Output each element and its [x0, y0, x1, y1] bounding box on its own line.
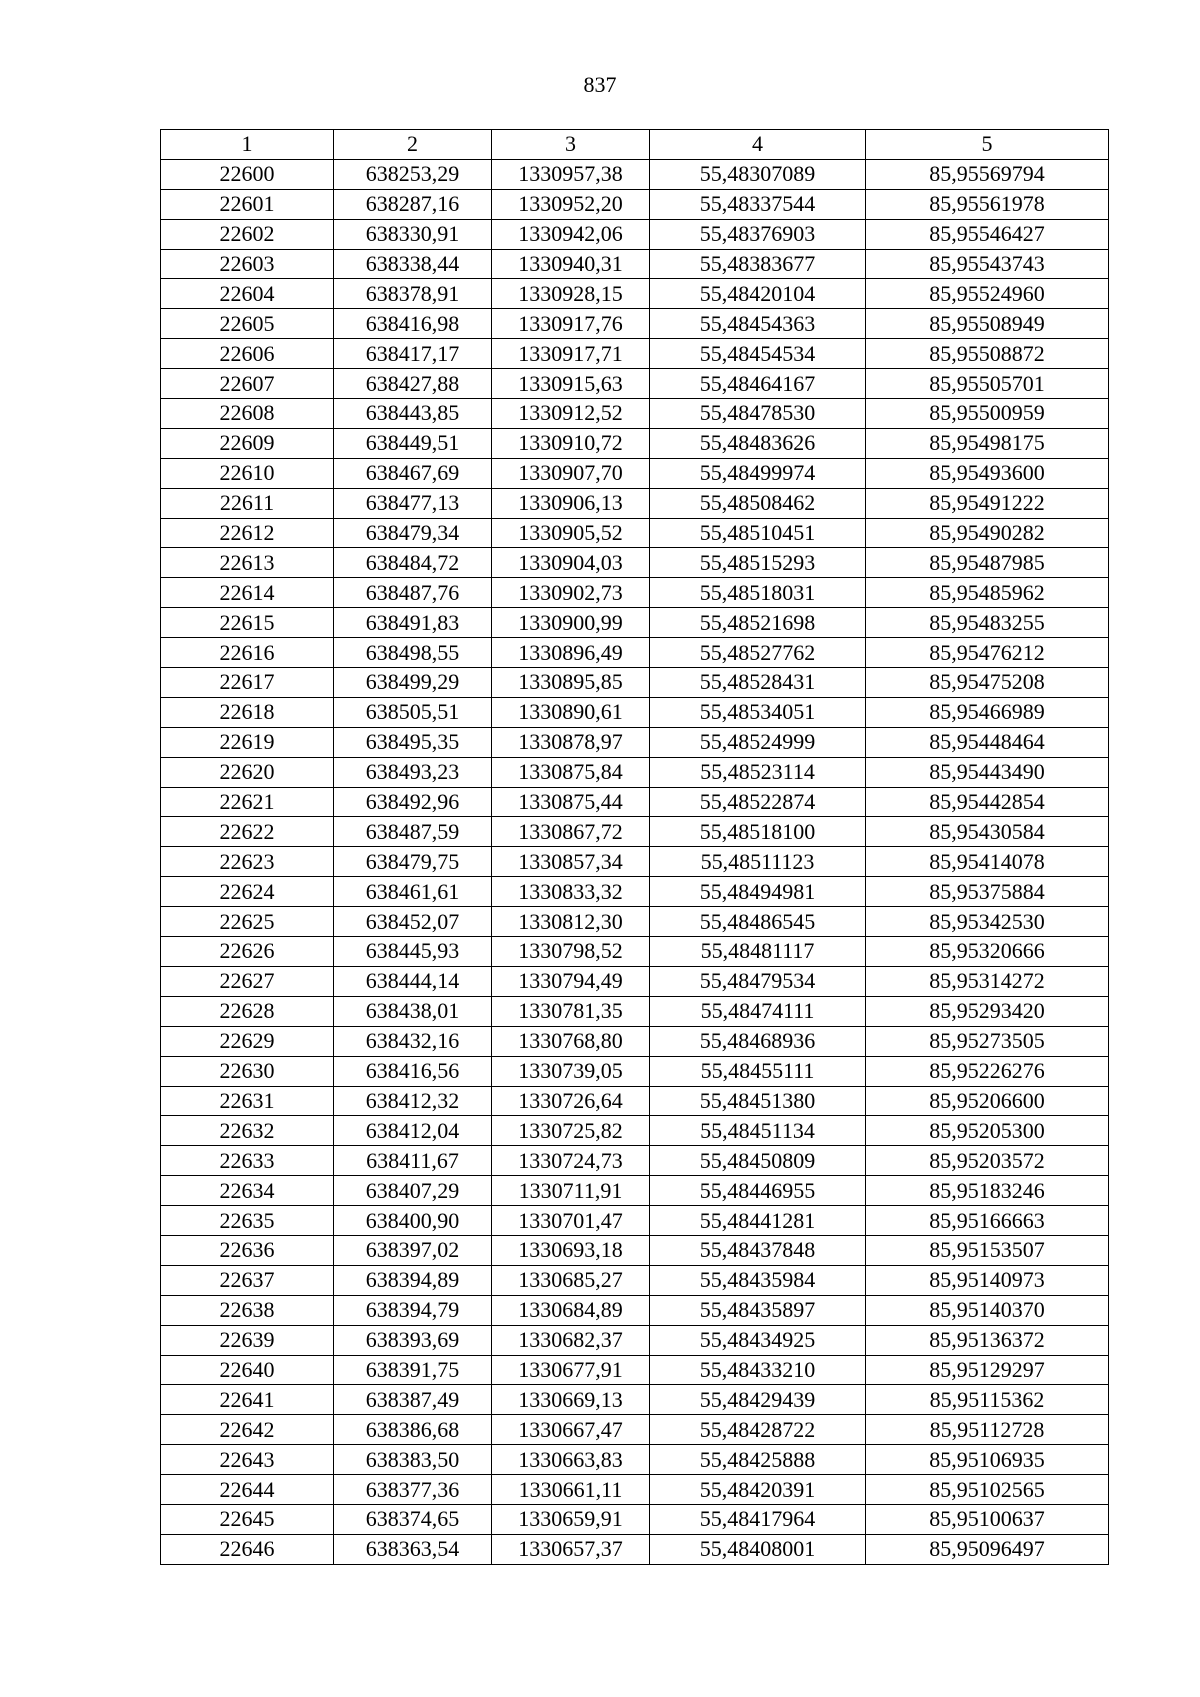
- latitude-cell: 55,48435897: [650, 1295, 866, 1325]
- x-coordinate-cell: 638338,44: [334, 249, 492, 279]
- table-row: [161, 996, 1109, 1026]
- y-coordinate-cell: 1330667,47: [492, 1415, 650, 1445]
- x-coordinate-cell: 638383,50: [334, 1445, 492, 1475]
- y-coordinate-cell: 1330917,71: [492, 339, 650, 369]
- y-coordinate-cell: 1330896,49: [492, 638, 650, 668]
- longitude-cell: 85,95273505: [866, 1026, 1109, 1056]
- longitude-cell: 85,95153507: [866, 1235, 1109, 1265]
- table-row: [161, 1295, 1109, 1325]
- x-coordinate-cell: 638387,49: [334, 1385, 492, 1415]
- x-coordinate-cell: 638394,89: [334, 1265, 492, 1295]
- x-coordinate-cell: 638330,91: [334, 219, 492, 249]
- y-coordinate-cell: 1330657,37: [492, 1534, 650, 1564]
- y-coordinate-cell: 1330684,89: [492, 1295, 650, 1325]
- longitude-cell: 85,95476212: [866, 638, 1109, 668]
- y-coordinate-cell: 1330833,32: [492, 877, 650, 907]
- longitude-cell: 85,95414078: [866, 847, 1109, 877]
- point-number-cell: 22607: [161, 369, 334, 399]
- longitude-cell: 85,95430584: [866, 817, 1109, 847]
- y-coordinate-cell: 1330907,70: [492, 458, 650, 488]
- latitude-cell: 55,48376903: [650, 219, 866, 249]
- table-row: [161, 787, 1109, 817]
- table-row: [161, 189, 1109, 219]
- x-coordinate-cell: 638492,96: [334, 787, 492, 817]
- longitude-cell: 85,95443490: [866, 757, 1109, 787]
- x-coordinate-cell: 638397,02: [334, 1235, 492, 1265]
- y-coordinate-cell: 1330957,38: [492, 159, 650, 189]
- point-number-cell: 22630: [161, 1056, 334, 1086]
- point-number-cell: 22604: [161, 279, 334, 309]
- table-row: [161, 1146, 1109, 1176]
- latitude-cell: 55,48383677: [650, 249, 866, 279]
- y-coordinate-cell: 1330910,72: [492, 428, 650, 458]
- x-coordinate-cell: 638444,14: [334, 966, 492, 996]
- latitude-cell: 55,48435984: [650, 1265, 866, 1295]
- x-coordinate-cell: 638427,88: [334, 369, 492, 399]
- latitude-cell: 55,48518031: [650, 578, 866, 608]
- x-coordinate-cell: 638479,75: [334, 847, 492, 877]
- table-row: [161, 1504, 1109, 1534]
- latitude-cell: 55,48486545: [650, 907, 866, 937]
- x-coordinate-cell: 638412,04: [334, 1116, 492, 1146]
- latitude-cell: 55,48408001: [650, 1534, 866, 1564]
- longitude-cell: 85,95106935: [866, 1445, 1109, 1475]
- latitude-cell: 55,48451380: [650, 1086, 866, 1116]
- table-row: [161, 1445, 1109, 1475]
- y-coordinate-cell: 1330915,63: [492, 369, 650, 399]
- latitude-cell: 55,48337544: [650, 189, 866, 219]
- point-number-cell: 22617: [161, 668, 334, 698]
- y-coordinate-cell: 1330917,76: [492, 309, 650, 339]
- longitude-cell: 85,95475208: [866, 668, 1109, 698]
- x-coordinate-cell: 638363,54: [334, 1534, 492, 1564]
- table-row: [161, 458, 1109, 488]
- table-row: [161, 1355, 1109, 1385]
- x-coordinate-cell: 638495,35: [334, 727, 492, 757]
- table-row: [161, 1265, 1109, 1295]
- latitude-cell: 55,48511123: [650, 847, 866, 877]
- x-coordinate-cell: 638412,32: [334, 1086, 492, 1116]
- point-number-cell: 22609: [161, 428, 334, 458]
- table-row: [161, 1475, 1109, 1505]
- point-number-cell: 22610: [161, 458, 334, 488]
- y-coordinate-cell: 1330904,03: [492, 548, 650, 578]
- table-row: [161, 1415, 1109, 1445]
- longitude-cell: 85,95129297: [866, 1355, 1109, 1385]
- y-coordinate-cell: 1330867,72: [492, 817, 650, 847]
- x-coordinate-cell: 638438,01: [334, 996, 492, 1026]
- y-coordinate-cell: 1330725,82: [492, 1116, 650, 1146]
- y-coordinate-cell: 1330912,52: [492, 399, 650, 429]
- x-coordinate-cell: 638498,55: [334, 638, 492, 668]
- latitude-cell: 55,48437848: [650, 1235, 866, 1265]
- longitude-cell: 85,95320666: [866, 937, 1109, 967]
- latitude-cell: 55,48420391: [650, 1475, 866, 1505]
- point-number-cell: 22625: [161, 907, 334, 937]
- point-number-cell: 22601: [161, 189, 334, 219]
- table-row: [161, 937, 1109, 967]
- longitude-cell: 85,95546427: [866, 219, 1109, 249]
- point-number-cell: 22645: [161, 1504, 334, 1534]
- longitude-cell: 85,95183246: [866, 1176, 1109, 1206]
- x-coordinate-cell: 638499,29: [334, 668, 492, 698]
- table-row: [161, 1176, 1109, 1206]
- y-coordinate-cell: 1330812,30: [492, 907, 650, 937]
- point-number-cell: 22632: [161, 1116, 334, 1146]
- latitude-cell: 55,48510451: [650, 518, 866, 548]
- x-coordinate-cell: 638452,07: [334, 907, 492, 937]
- y-coordinate-cell: 1330798,52: [492, 937, 650, 967]
- y-coordinate-cell: 1330661,11: [492, 1475, 650, 1505]
- x-coordinate-cell: 638391,75: [334, 1355, 492, 1385]
- x-coordinate-cell: 638477,13: [334, 488, 492, 518]
- table-row: [161, 1026, 1109, 1056]
- x-coordinate-cell: 638400,90: [334, 1206, 492, 1236]
- latitude-cell: 55,48446955: [650, 1176, 866, 1206]
- point-number-cell: 22616: [161, 638, 334, 668]
- point-number-cell: 22621: [161, 787, 334, 817]
- latitude-cell: 55,48474111: [650, 996, 866, 1026]
- longitude-cell: 85,95508949: [866, 309, 1109, 339]
- point-number-cell: 22614: [161, 578, 334, 608]
- table-row: [161, 638, 1109, 668]
- table-row: [161, 1116, 1109, 1146]
- point-number-cell: 22611: [161, 488, 334, 518]
- table-row: [161, 1325, 1109, 1355]
- x-coordinate-cell: 638432,16: [334, 1026, 492, 1056]
- longitude-cell: 85,95505701: [866, 369, 1109, 399]
- latitude-cell: 55,48441281: [650, 1206, 866, 1236]
- latitude-cell: 55,48528431: [650, 668, 866, 698]
- longitude-cell: 85,95543743: [866, 249, 1109, 279]
- longitude-cell: 85,95115362: [866, 1385, 1109, 1415]
- table-row: [161, 518, 1109, 548]
- longitude-cell: 85,95375884: [866, 877, 1109, 907]
- longitude-cell: 85,95205300: [866, 1116, 1109, 1146]
- table-row: [161, 668, 1109, 698]
- table-row: [161, 1534, 1109, 1564]
- longitude-cell: 85,95483255: [866, 608, 1109, 638]
- latitude-cell: 55,48433210: [650, 1355, 866, 1385]
- y-coordinate-cell: 1330928,15: [492, 279, 650, 309]
- point-number-cell: 22629: [161, 1026, 334, 1056]
- table-body: [161, 159, 1109, 1564]
- table-row: [161, 1086, 1109, 1116]
- y-coordinate-cell: 1330768,80: [492, 1026, 650, 1056]
- table-row: [161, 847, 1109, 877]
- latitude-cell: 55,48434925: [650, 1325, 866, 1355]
- longitude-cell: 85,95442854: [866, 787, 1109, 817]
- latitude-cell: 55,48522874: [650, 787, 866, 817]
- x-coordinate-cell: 638386,68: [334, 1415, 492, 1445]
- latitude-cell: 55,48523114: [650, 757, 866, 787]
- latitude-cell: 55,48534051: [650, 697, 866, 727]
- column-header-1: 1: [161, 130, 334, 160]
- latitude-cell: 55,48454363: [650, 309, 866, 339]
- table-row: [161, 428, 1109, 458]
- table-row: [161, 697, 1109, 727]
- table-row: [161, 817, 1109, 847]
- point-number-cell: 22612: [161, 518, 334, 548]
- table-row: [161, 1385, 1109, 1415]
- table-row: [161, 1235, 1109, 1265]
- longitude-cell: 85,95314272: [866, 966, 1109, 996]
- latitude-cell: 55,48454534: [650, 339, 866, 369]
- point-number-cell: 22628: [161, 996, 334, 1026]
- longitude-cell: 85,95293420: [866, 996, 1109, 1026]
- latitude-cell: 55,48425888: [650, 1445, 866, 1475]
- latitude-cell: 55,48451134: [650, 1116, 866, 1146]
- column-header-5: 5: [866, 130, 1109, 160]
- x-coordinate-cell: 638493,23: [334, 757, 492, 787]
- table-row: [161, 369, 1109, 399]
- point-number-cell: 22634: [161, 1176, 334, 1206]
- y-coordinate-cell: 1330878,97: [492, 727, 650, 757]
- table-row: [161, 279, 1109, 309]
- point-number-cell: 22624: [161, 877, 334, 907]
- column-header-3: 3: [492, 130, 650, 160]
- x-coordinate-cell: 638287,16: [334, 189, 492, 219]
- page-number: 837: [583, 72, 617, 97]
- point-number-cell: 22644: [161, 1475, 334, 1505]
- table-row: [161, 578, 1109, 608]
- longitude-cell: 85,95500959: [866, 399, 1109, 429]
- x-coordinate-cell: 638407,29: [334, 1176, 492, 1206]
- longitude-cell: 85,95166663: [866, 1206, 1109, 1236]
- latitude-cell: 55,48483626: [650, 428, 866, 458]
- y-coordinate-cell: 1330857,34: [492, 847, 650, 877]
- coordinates-table: [160, 129, 1109, 1565]
- x-coordinate-cell: 638484,72: [334, 548, 492, 578]
- latitude-cell: 55,48524999: [650, 727, 866, 757]
- y-coordinate-cell: 1330685,27: [492, 1265, 650, 1295]
- longitude-cell: 85,95206600: [866, 1086, 1109, 1116]
- point-number-cell: 22646: [161, 1534, 334, 1564]
- point-number-cell: 22622: [161, 817, 334, 847]
- point-number-cell: 22637: [161, 1265, 334, 1295]
- y-coordinate-cell: 1330875,84: [492, 757, 650, 787]
- table-row: [161, 966, 1109, 996]
- point-number-cell: 22636: [161, 1235, 334, 1265]
- header-row: [161, 130, 1109, 160]
- longitude-cell: 85,95140370: [866, 1295, 1109, 1325]
- latitude-cell: 55,48515293: [650, 548, 866, 578]
- point-number-cell: 22638: [161, 1295, 334, 1325]
- table-row: [161, 548, 1109, 578]
- point-number-cell: 22615: [161, 608, 334, 638]
- latitude-cell: 55,48420104: [650, 279, 866, 309]
- latitude-cell: 55,48481117: [650, 937, 866, 967]
- y-coordinate-cell: 1330739,05: [492, 1056, 650, 1086]
- y-coordinate-cell: 1330693,18: [492, 1235, 650, 1265]
- x-coordinate-cell: 638505,51: [334, 697, 492, 727]
- longitude-cell: 85,95096497: [866, 1534, 1109, 1564]
- y-coordinate-cell: 1330659,91: [492, 1504, 650, 1534]
- point-number-cell: 22641: [161, 1385, 334, 1415]
- point-number-cell: 22639: [161, 1325, 334, 1355]
- y-coordinate-cell: 1330726,64: [492, 1086, 650, 1116]
- point-number-cell: 22619: [161, 727, 334, 757]
- x-coordinate-cell: 638487,59: [334, 817, 492, 847]
- table-row: [161, 249, 1109, 279]
- x-coordinate-cell: 638394,79: [334, 1295, 492, 1325]
- x-coordinate-cell: 638445,93: [334, 937, 492, 967]
- x-coordinate-cell: 638411,67: [334, 1146, 492, 1176]
- column-header-2: 2: [334, 130, 492, 160]
- longitude-cell: 85,95100637: [866, 1504, 1109, 1534]
- table-row: [161, 219, 1109, 249]
- latitude-cell: 55,48494981: [650, 877, 866, 907]
- point-number-cell: 22626: [161, 937, 334, 967]
- x-coordinate-cell: 638416,56: [334, 1056, 492, 1086]
- x-coordinate-cell: 638467,69: [334, 458, 492, 488]
- x-coordinate-cell: 638377,36: [334, 1475, 492, 1505]
- table-row: [161, 339, 1109, 369]
- y-coordinate-cell: 1330875,44: [492, 787, 650, 817]
- x-coordinate-cell: 638461,61: [334, 877, 492, 907]
- y-coordinate-cell: 1330890,61: [492, 697, 650, 727]
- y-coordinate-cell: 1330942,06: [492, 219, 650, 249]
- latitude-cell: 55,48518100: [650, 817, 866, 847]
- x-coordinate-cell: 638393,69: [334, 1325, 492, 1355]
- latitude-cell: 55,48464167: [650, 369, 866, 399]
- y-coordinate-cell: 1330902,73: [492, 578, 650, 608]
- longitude-cell: 85,95498175: [866, 428, 1109, 458]
- point-number-cell: 22603: [161, 249, 334, 279]
- table-row: [161, 877, 1109, 907]
- x-coordinate-cell: 638491,83: [334, 608, 492, 638]
- x-coordinate-cell: 638479,34: [334, 518, 492, 548]
- x-coordinate-cell: 638253,29: [334, 159, 492, 189]
- latitude-cell: 55,48478530: [650, 399, 866, 429]
- point-number-cell: 22627: [161, 966, 334, 996]
- y-coordinate-cell: 1330905,52: [492, 518, 650, 548]
- latitude-cell: 55,48521698: [650, 608, 866, 638]
- y-coordinate-cell: 1330895,85: [492, 668, 650, 698]
- point-number-cell: 22633: [161, 1146, 334, 1176]
- table-row: [161, 1206, 1109, 1236]
- point-number-cell: 22618: [161, 697, 334, 727]
- longitude-cell: 85,95508872: [866, 339, 1109, 369]
- table-row: [161, 608, 1109, 638]
- longitude-cell: 85,95226276: [866, 1056, 1109, 1086]
- longitude-cell: 85,95485962: [866, 578, 1109, 608]
- y-coordinate-cell: 1330669,13: [492, 1385, 650, 1415]
- y-coordinate-cell: 1330940,31: [492, 249, 650, 279]
- latitude-cell: 55,48428722: [650, 1415, 866, 1445]
- longitude-cell: 85,95487985: [866, 548, 1109, 578]
- latitude-cell: 55,48468936: [650, 1026, 866, 1056]
- point-number-cell: 22635: [161, 1206, 334, 1236]
- y-coordinate-cell: 1330677,91: [492, 1355, 650, 1385]
- x-coordinate-cell: 638487,76: [334, 578, 492, 608]
- y-coordinate-cell: 1330900,99: [492, 608, 650, 638]
- x-coordinate-cell: 638416,98: [334, 309, 492, 339]
- table-header: [161, 130, 1109, 160]
- point-number-cell: 22643: [161, 1445, 334, 1475]
- point-number-cell: 22608: [161, 399, 334, 429]
- longitude-cell: 85,95524960: [866, 279, 1109, 309]
- y-coordinate-cell: 1330724,73: [492, 1146, 650, 1176]
- x-coordinate-cell: 638374,65: [334, 1504, 492, 1534]
- longitude-cell: 85,95102565: [866, 1475, 1109, 1505]
- longitude-cell: 85,95491222: [866, 488, 1109, 518]
- table-row: [161, 727, 1109, 757]
- longitude-cell: 85,95140973: [866, 1265, 1109, 1295]
- longitude-cell: 85,95493600: [866, 458, 1109, 488]
- x-coordinate-cell: 638443,85: [334, 399, 492, 429]
- longitude-cell: 85,95561978: [866, 189, 1109, 219]
- point-number-cell: 22620: [161, 757, 334, 787]
- y-coordinate-cell: 1330701,47: [492, 1206, 650, 1236]
- point-number-cell: 22602: [161, 219, 334, 249]
- point-number-cell: 22606: [161, 339, 334, 369]
- x-coordinate-cell: 638449,51: [334, 428, 492, 458]
- y-coordinate-cell: 1330906,13: [492, 488, 650, 518]
- column-header-4: 4: [650, 130, 866, 160]
- point-number-cell: 22640: [161, 1355, 334, 1385]
- latitude-cell: 55,48429439: [650, 1385, 866, 1415]
- longitude-cell: 85,95490282: [866, 518, 1109, 548]
- table-row: [161, 907, 1109, 937]
- latitude-cell: 55,48479534: [650, 966, 866, 996]
- longitude-cell: 85,95448464: [866, 727, 1109, 757]
- table-row: [161, 488, 1109, 518]
- longitude-cell: 85,95112728: [866, 1415, 1109, 1445]
- latitude-cell: 55,48417964: [650, 1504, 866, 1534]
- x-coordinate-cell: 638417,17: [334, 339, 492, 369]
- latitude-cell: 55,48508462: [650, 488, 866, 518]
- table-row: [161, 399, 1109, 429]
- latitude-cell: 55,48455111: [650, 1056, 866, 1086]
- point-number-cell: 22600: [161, 159, 334, 189]
- table-row: [161, 1056, 1109, 1086]
- latitude-cell: 55,48527762: [650, 638, 866, 668]
- y-coordinate-cell: 1330663,83: [492, 1445, 650, 1475]
- point-number-cell: 22605: [161, 309, 334, 339]
- table-row: [161, 757, 1109, 787]
- longitude-cell: 85,95342530: [866, 907, 1109, 937]
- latitude-cell: 55,48499974: [650, 458, 866, 488]
- y-coordinate-cell: 1330711,91: [492, 1176, 650, 1206]
- latitude-cell: 55,48450809: [650, 1146, 866, 1176]
- point-number-cell: 22642: [161, 1415, 334, 1445]
- point-number-cell: 22623: [161, 847, 334, 877]
- longitude-cell: 85,95569794: [866, 159, 1109, 189]
- table-row: [161, 309, 1109, 339]
- point-number-cell: 22631: [161, 1086, 334, 1116]
- longitude-cell: 85,95203572: [866, 1146, 1109, 1176]
- y-coordinate-cell: 1330794,49: [492, 966, 650, 996]
- table-row: [161, 159, 1109, 189]
- x-coordinate-cell: 638378,91: [334, 279, 492, 309]
- y-coordinate-cell: 1330682,37: [492, 1325, 650, 1355]
- point-number-cell: 22613: [161, 548, 334, 578]
- latitude-cell: 55,48307089: [650, 159, 866, 189]
- longitude-cell: 85,95136372: [866, 1325, 1109, 1355]
- longitude-cell: 85,95466989: [866, 697, 1109, 727]
- y-coordinate-cell: 1330781,35: [492, 996, 650, 1026]
- y-coordinate-cell: 1330952,20: [492, 189, 650, 219]
